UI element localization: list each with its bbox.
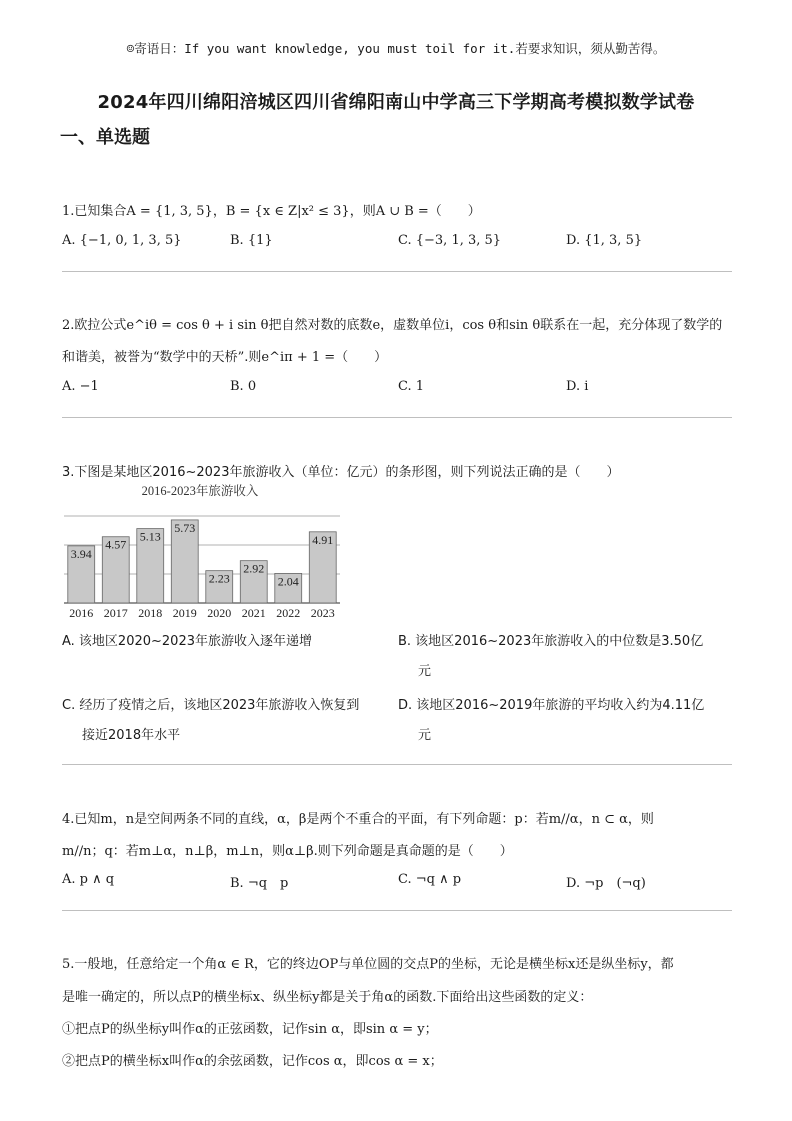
question-4-stem-line2: m//n；q：若m⊥α，n⊥β，m⊥n，则α⊥β.则下列命题是真命题的是（ ）	[62, 844, 513, 859]
divider	[62, 910, 732, 911]
question-3-stem: 3.下图是某地区2016~2023年旅游收入（单位：亿元）的条形图，则下列说法正确的是（ ）	[62, 465, 620, 480]
question-5-definition-2: ②把点P的横坐标x叫作α的余弦函数，记作cos α，即cos α = x；	[62, 1054, 443, 1069]
question-2-option-c: C. 1	[398, 379, 425, 394]
section-heading: 一、单选题	[60, 127, 150, 148]
x-tick-label-2018: 2018	[138, 606, 163, 620]
question-4-option-d: D. ¬p (¬q)	[566, 876, 646, 891]
chart-title: 2016-2023年旅游收入	[141, 484, 259, 498]
divider	[62, 271, 732, 272]
question-3-option-b: B. 该地区2016~2023年旅游收入的中位数是3.50亿	[398, 634, 704, 649]
question-5-definition-1: ①把点P的纵坐标y叫作α的正弦函数，记作sin α，即sin α = y；	[62, 1022, 438, 1037]
question-3-option-d: D. 该地区2016~2019年旅游的平均收入约为4.11亿	[398, 698, 705, 713]
question-3-option-c: C. 经历了疫情之后，该地区2023年旅游收入恢复到	[62, 698, 360, 713]
question-2-option-b: B. 0	[230, 379, 257, 394]
data-label-2022: 2.04	[277, 574, 299, 589]
question-2-stem-line2: 和谐美，被誉为“数学中的天桥”.则e^iπ + 1 =（ ）	[62, 350, 388, 365]
x-tick-label-2023: 2023	[310, 606, 335, 620]
question-3-option-b-cont: 元	[418, 664, 432, 679]
x-tick-label-2021: 2021	[241, 606, 266, 620]
question-1-option-b: B. {1}	[230, 233, 273, 248]
question-3-option-a: A. 该地区2020~2023年旅游收入逐年递增	[62, 634, 312, 649]
question-4-option-a: A. p ∧ q	[62, 872, 115, 887]
question-1-stem: 1.已知集合A = {1, 3, 5}，B = {x ∈ Z|x² ≤ 3}，则A ∪ B =（ ）	[62, 204, 481, 219]
data-label-2021: 2.92	[243, 561, 265, 576]
data-label-2020: 2.23	[208, 571, 230, 586]
question-2-option-d: D. i	[566, 379, 589, 394]
data-label-2018: 5.13	[139, 529, 161, 544]
x-tick-label-2022: 2022	[276, 606, 301, 620]
x-tick-label-2016: 2016	[69, 606, 94, 620]
data-label-2016: 3.94	[70, 546, 92, 561]
x-tick-label-2020: 2020	[207, 606, 232, 620]
question-4-option-b: B. ¬q p	[230, 876, 289, 891]
question-5-stem-line2: 是唯一确定的，所以点P的横坐标x、纵坐标y都是关于角α的函数.下面给出这些函数的定义：	[62, 990, 593, 1005]
page-title: 2024年四川绵阳涪城区四川省绵阳南山中学高三下学期高考模拟数学试卷	[97, 92, 695, 113]
motto-line: ☺寄语日：If you want knowledge, you must toil for it.若要求知识，须从勤苦得。	[126, 41, 666, 56]
x-tick-label-2019: 2019	[172, 606, 197, 620]
question-5-stem-line1: 5.一般地，任意给定一个角α ∈ R，它的终边OP与单位圆的交点P的坐标，无论是横坐标x还是纵坐标y，都	[62, 957, 674, 972]
question-3-option-d-cont: 元	[418, 728, 432, 743]
question-1-option-d: D. {1, 3, 5}	[566, 233, 643, 248]
question-2-option-a: A. −1	[62, 379, 99, 394]
divider	[62, 417, 732, 418]
data-label-2023: 4.91	[312, 532, 334, 547]
data-label-2019: 5.73	[174, 520, 196, 535]
question-4-stem-line1: 4.已知m，n是空间两条不同的直线，α，β是两个不重合的平面，有下列命题：p：若m//α，n ⊂ α，则	[62, 812, 654, 827]
question-3-option-c-cont: 接近2018年水平	[82, 728, 181, 743]
question-2-stem-line1: 2.欧拉公式e^iθ = cos θ + i sin θ把自然对数的底数e，虚数单位i，cos θ和sin θ联系在一起，充分体现了数学的	[62, 318, 723, 333]
bar-chart	[60, 478, 350, 624]
question-1-option-a: A. {−1, 0, 1, 3, 5}	[62, 233, 182, 248]
question-4-option-c: C. ¬q ∧ p	[398, 872, 462, 887]
question-1-option-c: C. {−3, 1, 3, 5}	[398, 233, 502, 248]
data-label-2017: 4.57	[105, 537, 127, 552]
divider	[62, 764, 732, 765]
x-tick-label-2017: 2017	[103, 606, 128, 620]
